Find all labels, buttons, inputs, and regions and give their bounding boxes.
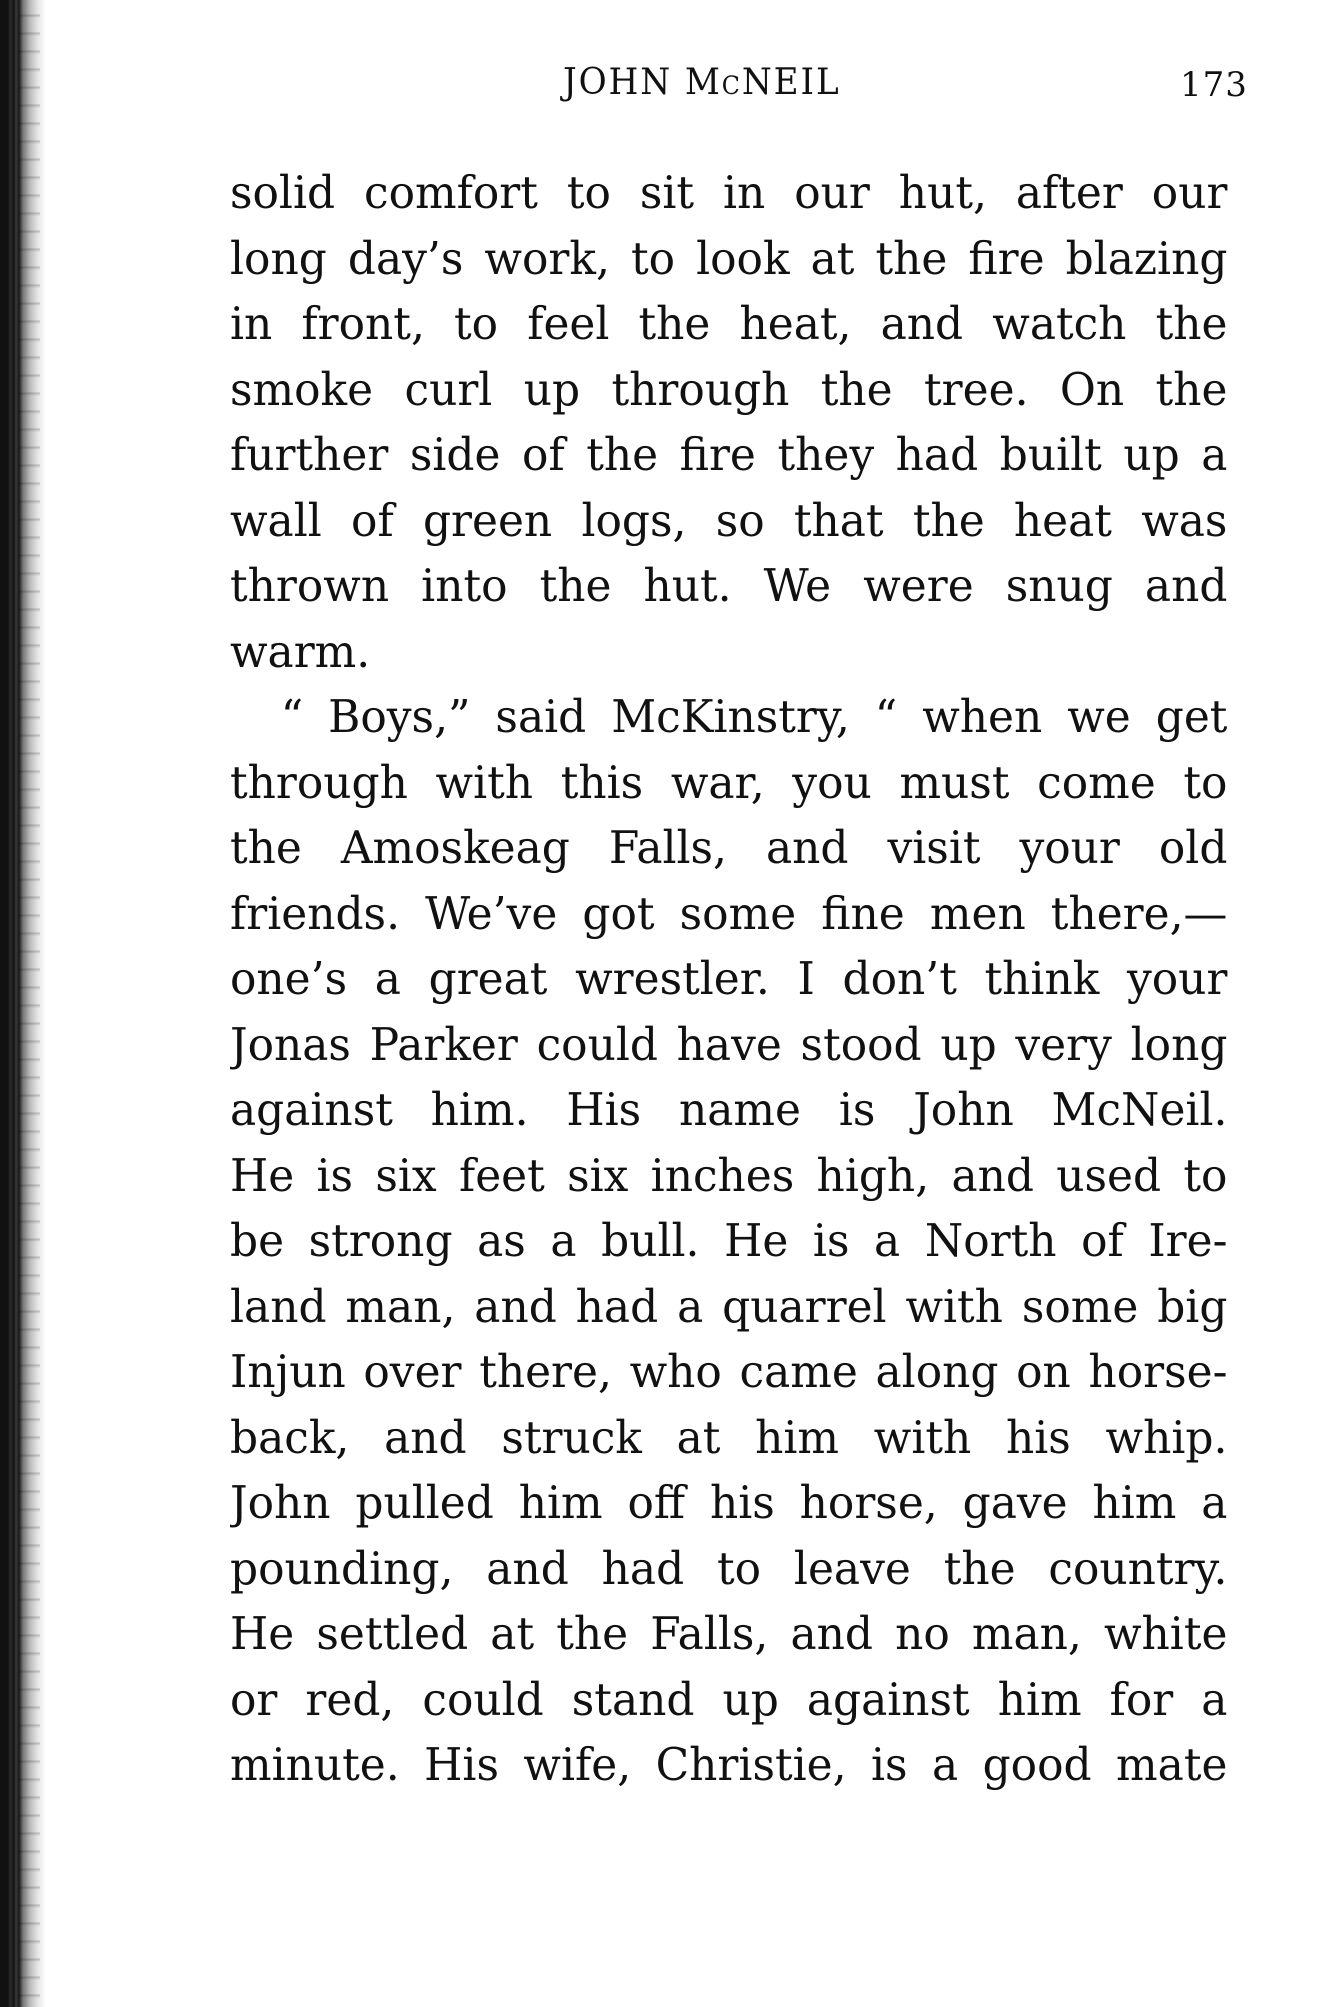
text-line: wall of green logs, so that the heat was: [230, 493, 1228, 547]
text-line: He is six feet six inches high, and used to: [230, 1148, 1228, 1202]
text-line: long day’s work, to look at the fire blazing: [230, 231, 1228, 285]
text-line: Jonas Parker could have stood up very long: [230, 1017, 1228, 1071]
text-line: John pulled him off his horse, gave him a: [230, 1476, 1228, 1529]
running-head: [0, 62, 1328, 122]
text-line: against him. His name is John McNeil.: [230, 1083, 1228, 1136]
text-line: friends. We’ve got some fine men there,—: [230, 886, 1228, 940]
text-line: solid comfort to sit in our hut, after our: [230, 166, 1228, 219]
text-line: through with this war, you must come to: [230, 755, 1228, 809]
text-line: further side of the fire they had built up a: [230, 428, 1228, 481]
text-line: Injun over there, who came along on horse-: [230, 1345, 1228, 1398]
text-line: back, and struck at him with his whip.: [230, 1410, 1228, 1464]
text-line: “ Boys,” said McKinstry, “ when we get: [280, 690, 1228, 743]
text-line: or red, could stand up against him for a: [230, 1672, 1228, 1726]
paragraph-1: [230, 160, 1228, 684]
text-line: smoke curl up through the tree. On the: [230, 362, 1228, 416]
running-head-title: JOHN McNEIL: [563, 62, 841, 103]
text-line: in front, to feel the heat, and watch the: [230, 297, 1228, 350]
text-line: warm.: [230, 624, 371, 678]
page-number: 173: [1180, 65, 1248, 105]
paragraph-2: [230, 684, 1228, 1798]
text-line: minute. His wife, Christie, is a good mate: [230, 1738, 1228, 1791]
text-line: one’s a great wrestler. I don’t think your: [230, 952, 1228, 1005]
text-line: land man, and had a quarrel with some big: [230, 1279, 1228, 1333]
text-line: be strong as a bull. He is a North of Ire-: [230, 1214, 1228, 1267]
book-spine-shadow: [0, 0, 46, 2007]
text-line: pounding, and had to leave the country.: [230, 1541, 1228, 1595]
body-text: [230, 160, 1228, 1798]
text-line: the Amoskeag Falls, and visit your old: [230, 821, 1228, 874]
text-line: He settled at the Falls, and no man, white: [230, 1607, 1228, 1660]
text-line: thrown into the hut. We were snug and: [230, 559, 1228, 612]
